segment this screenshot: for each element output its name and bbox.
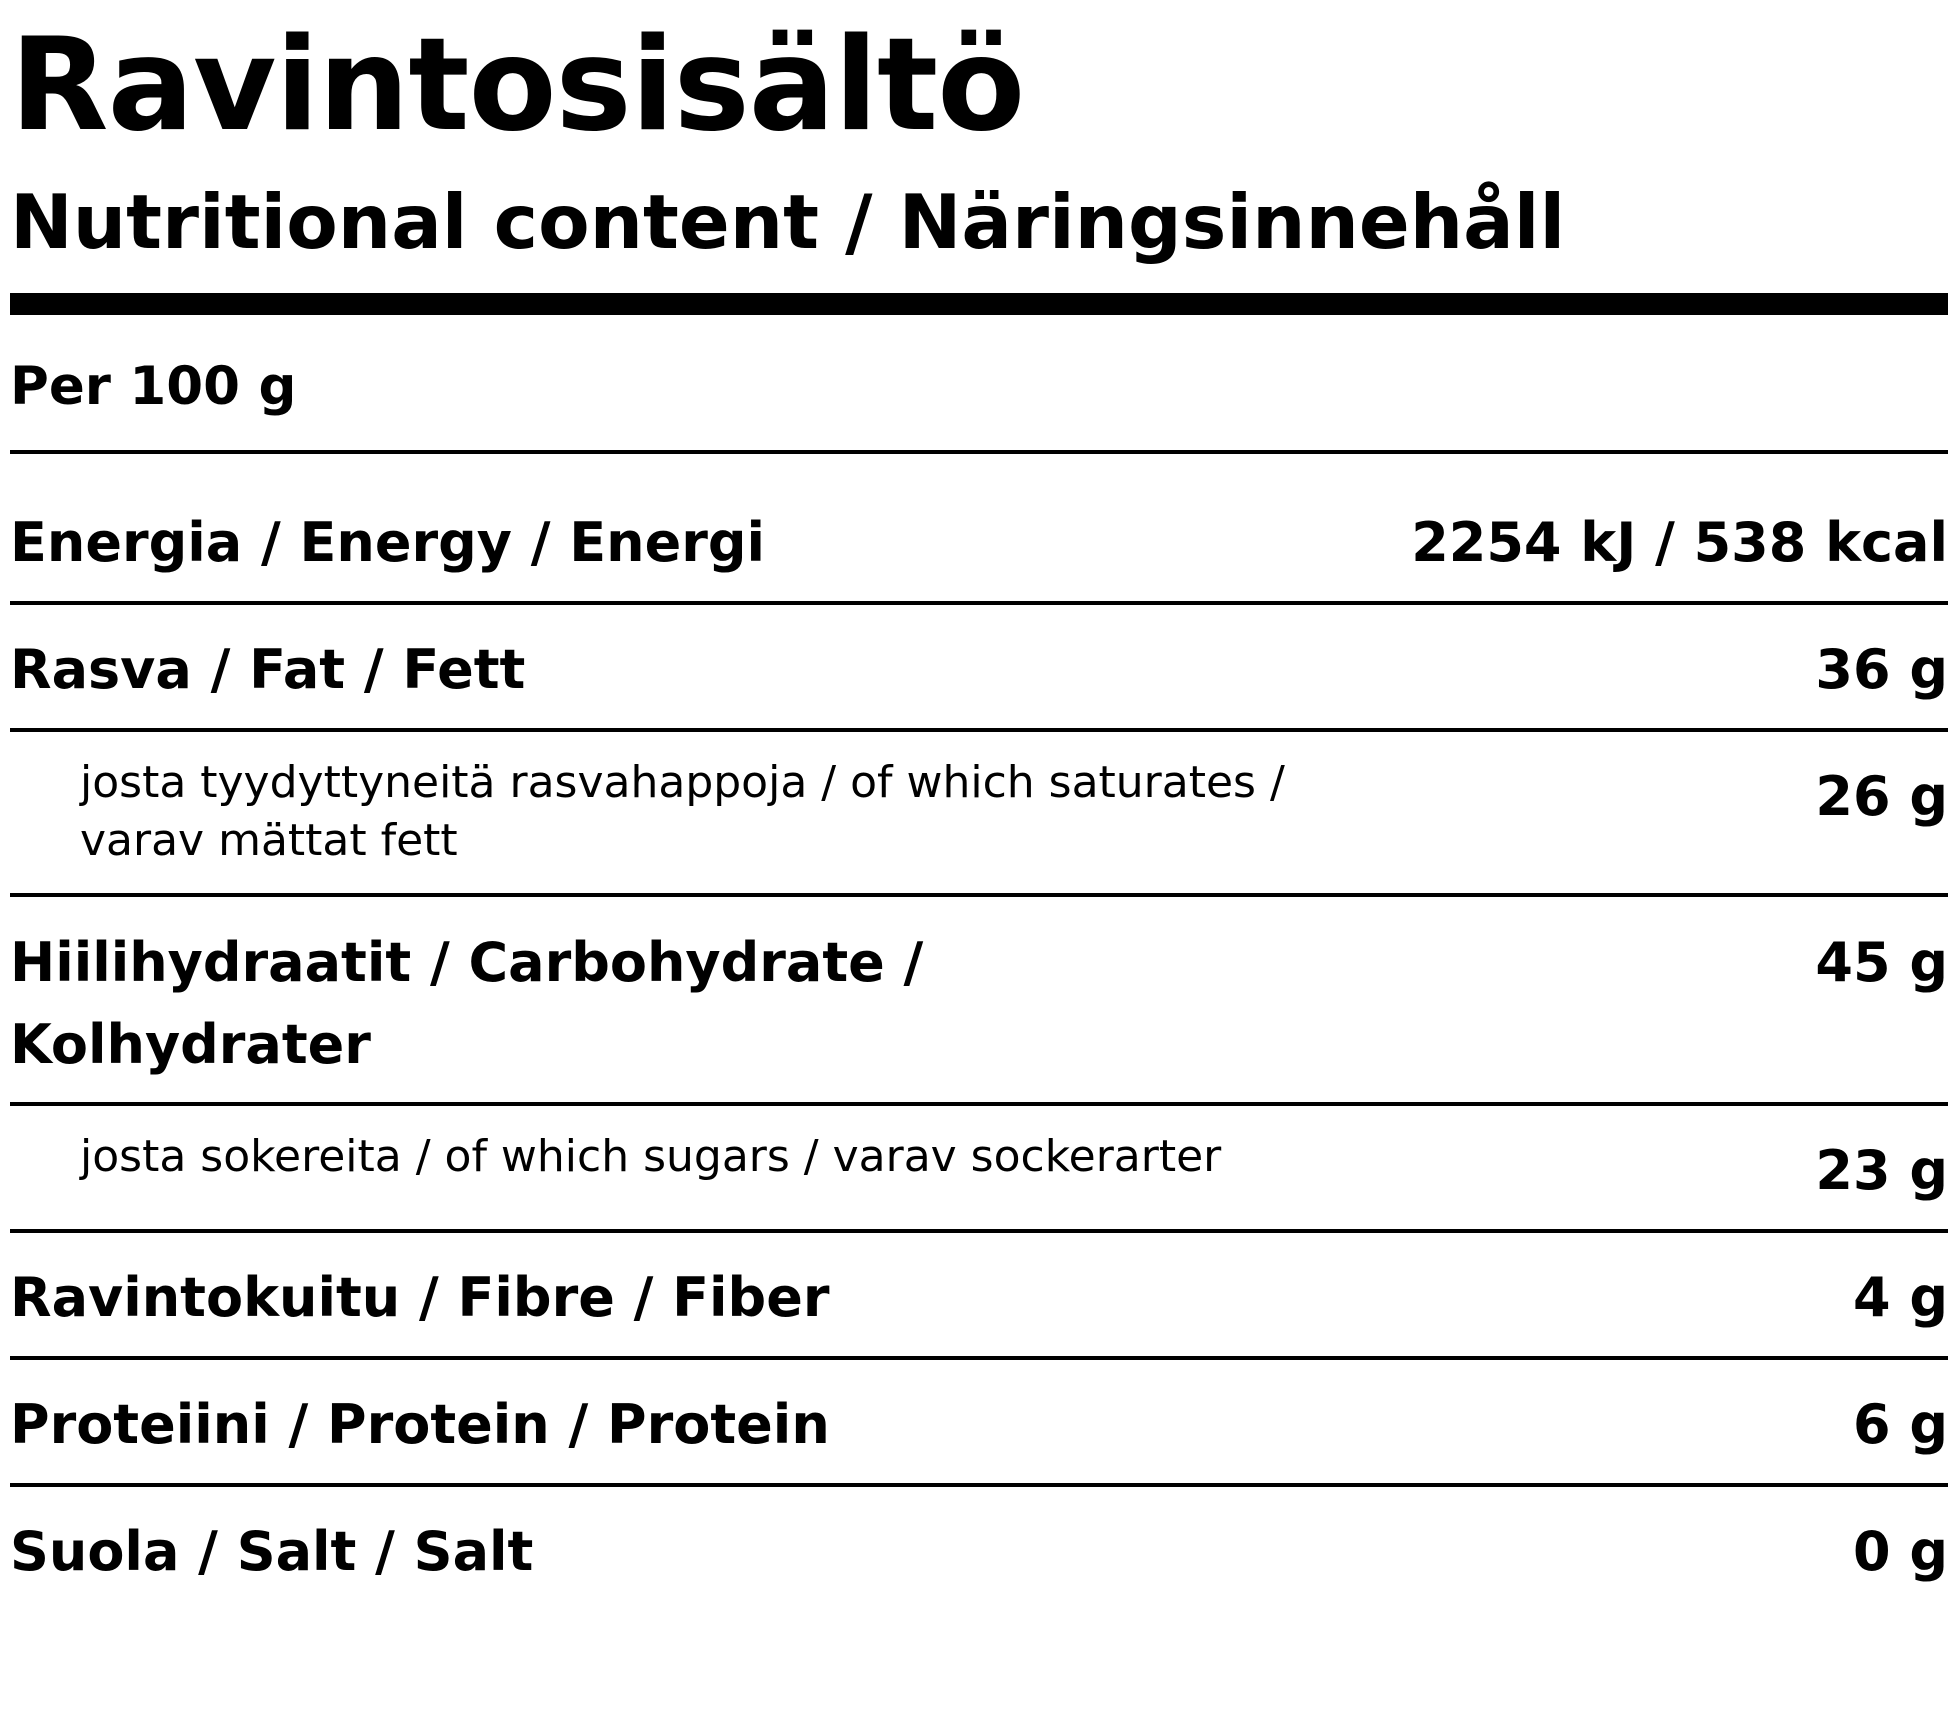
protein-name: Proteiini / Protein / Protein <box>10 1393 830 1456</box>
sugars-value: 23 g <box>1815 1139 1948 1202</box>
sugars-name: josta sokereita / of which sugars / varav sockerarter <box>80 1131 1222 1182</box>
carbohydrate-name-line1: Hiilihydraatit / Carbohydrate / <box>10 931 924 994</box>
row-divider <box>10 1229 1948 1233</box>
thick-divider <box>10 293 1948 315</box>
label-title: Ravintosisältö <box>10 11 1025 160</box>
per-100g-label: Per 100 g <box>10 356 297 417</box>
saturates-name-line2: varav mättat fett <box>80 815 458 866</box>
carbohydrate-value: 45 g <box>1815 931 1948 994</box>
fat-name: Rasva / Fat / Fett <box>10 638 526 701</box>
nutrition-label <box>10 0 1950 1736</box>
row-divider <box>10 601 1948 605</box>
protein-value: 6 g <box>1852 1393 1948 1456</box>
energy-value: 2254 kJ / 538 kcal <box>1411 511 1948 574</box>
label-subtitle: Nutritional content / Näringsinnehåll <box>10 178 1566 266</box>
row-divider <box>10 728 1948 732</box>
energy-name: Energia / Energy / Energi <box>10 511 766 574</box>
row-divider <box>10 893 1948 897</box>
saturates-value: 26 g <box>1815 765 1948 828</box>
salt-name: Suola / Salt / Salt <box>10 1520 534 1583</box>
carbohydrate-name-line2: Kolhydrater <box>10 1013 371 1076</box>
fat-value: 36 g <box>1815 638 1948 701</box>
row-divider <box>10 1102 1948 1106</box>
saturates-name-line1: josta tyydyttyneitä rasvahappoja / of which saturates / <box>80 757 1285 808</box>
salt-value: 0 g <box>1852 1520 1948 1583</box>
fibre-name: Ravintokuitu / Fibre / Fiber <box>10 1266 830 1329</box>
row-divider <box>10 450 1948 454</box>
fibre-value: 4 g <box>1852 1266 1948 1329</box>
row-divider <box>10 1356 1948 1360</box>
row-divider <box>10 1483 1948 1487</box>
